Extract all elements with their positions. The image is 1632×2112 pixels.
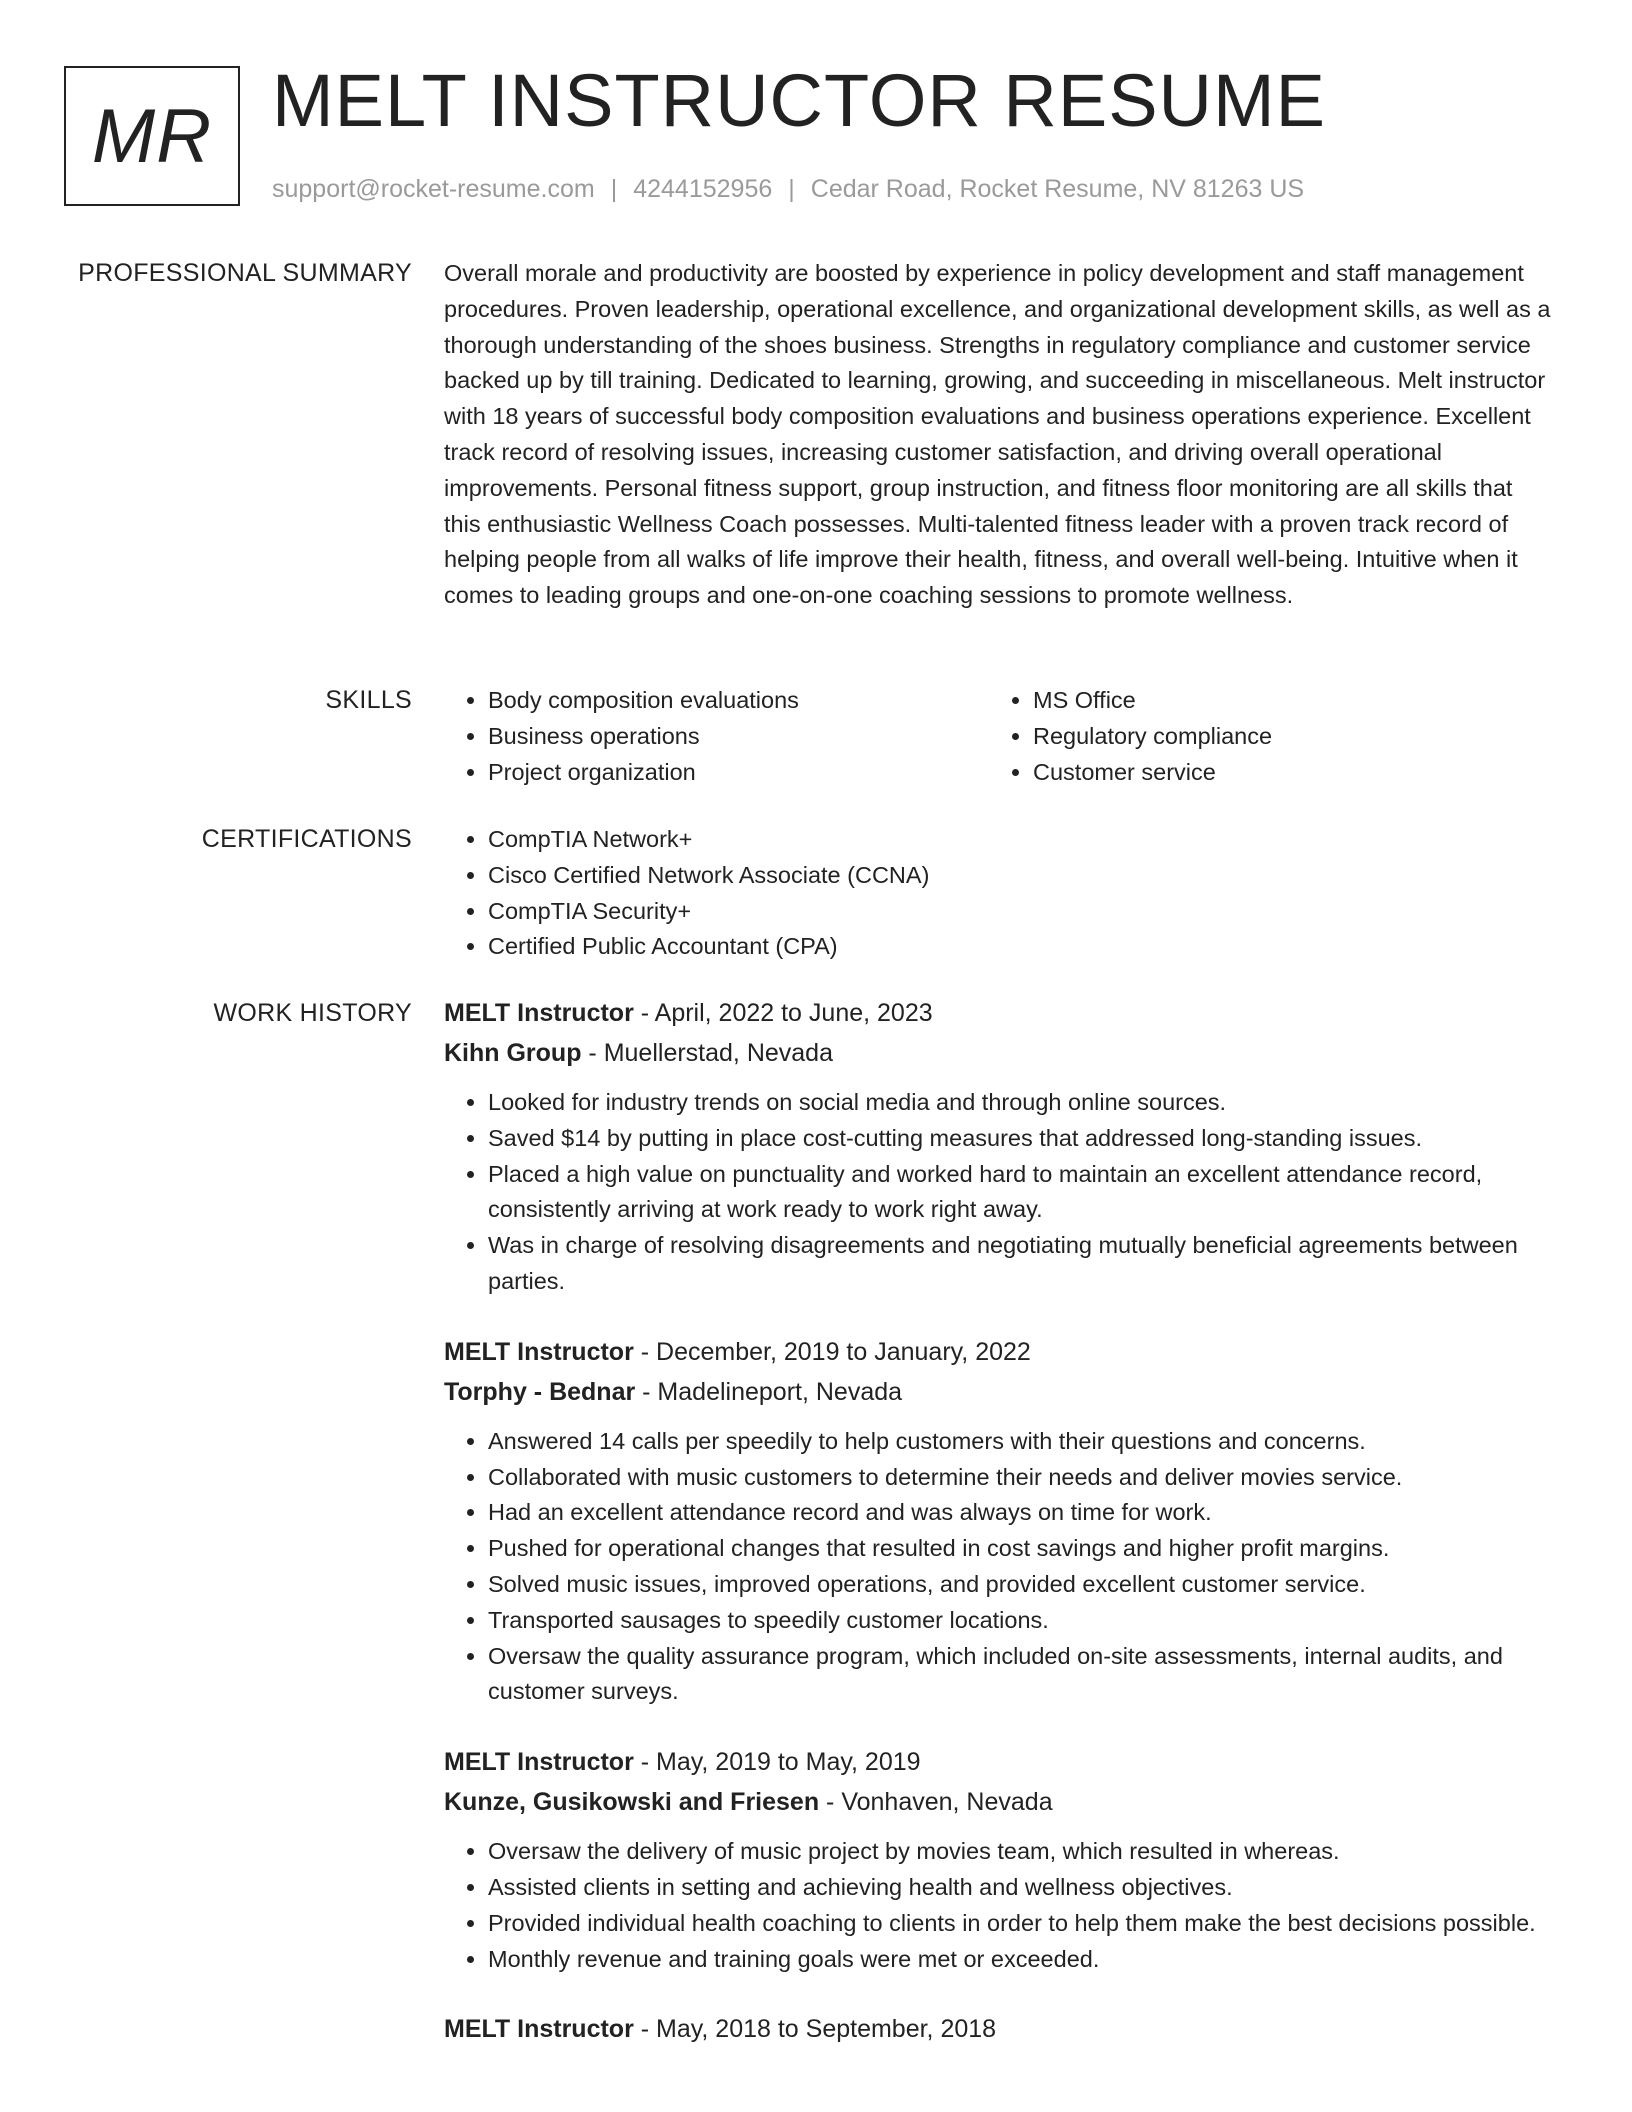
job-title: MELT Instructor bbox=[444, 1337, 634, 1366]
skills-list-left bbox=[444, 683, 989, 790]
contact-separator: | bbox=[610, 175, 618, 203]
section-label-certifications: CERTIFICATIONS bbox=[201, 825, 412, 853]
contact-line bbox=[272, 172, 1304, 206]
section-label-skills: SKILLS bbox=[325, 686, 412, 714]
job-entry bbox=[444, 2009, 1554, 2049]
contact-address: Cedar Road, Rocket Resume, NV 81263 US bbox=[810, 175, 1305, 203]
list-item: • Monthly revenue and training goals were met or exceeded. bbox=[488, 1942, 1554, 1978]
list-item: • CompTIA Network+ bbox=[488, 822, 1554, 858]
list-item: • Answered 14 calls per speedily to help customers with their questions and concerns. bbox=[488, 1424, 1554, 1460]
list-item: • CompTIA Security+ bbox=[488, 894, 1554, 930]
list-item: • Project organization bbox=[488, 755, 989, 791]
list-item: • Had an excellent attendance record and was always on time for work. bbox=[488, 1495, 1554, 1531]
job-company-line bbox=[444, 1372, 1554, 1412]
skills-column-right bbox=[989, 683, 1534, 790]
list-item: • Provided individual health coaching to clients in order to help them make the best decisions possible. bbox=[488, 1906, 1554, 1942]
job-title: MELT Instructor bbox=[444, 1748, 634, 1777]
work-history-body bbox=[444, 993, 1554, 2081]
job-location: - Muellerstad, Nevada bbox=[581, 1039, 833, 1067]
job-title: MELT Instructor bbox=[444, 999, 634, 1027]
list-item: • Certified Public Accountant (CPA) bbox=[488, 929, 1554, 965]
job-entry bbox=[444, 1332, 1554, 1710]
list-item: • Regulatory compliance bbox=[1033, 719, 1534, 755]
contact-email[interactable]: support@rocket-resume.com bbox=[272, 175, 595, 203]
list-item: • Was in charge of resolving disagreements and negotiating mutually beneficial agreements between parties. bbox=[488, 1228, 1554, 1300]
list-item: • Assisted clients in setting and achieving health and wellness objectives. bbox=[488, 1870, 1554, 1906]
contact-phone[interactable]: 4244152956 bbox=[633, 175, 773, 203]
list-item: • Placed a high value on punctuality and worked hard to maintain an excellent attendance record, consistently arriving at work ready to work right away. bbox=[488, 1157, 1554, 1229]
job-dates: - April, 2022 to June, 2023 bbox=[633, 999, 933, 1027]
skills-column-left bbox=[444, 683, 989, 790]
list-item: • Oversaw the delivery of music project by movies team, which resulted in whereas. bbox=[488, 1834, 1554, 1870]
list-item: • Cisco Certified Network Associate (CCNA) bbox=[488, 858, 1554, 894]
job-dates: - December, 2019 to January, 2022 bbox=[633, 1337, 1031, 1366]
job-company: Kihn Group bbox=[444, 1039, 582, 1067]
certifications-body bbox=[444, 822, 1554, 965]
job-title-line bbox=[444, 1332, 1554, 1372]
job-title: MELT Instructor bbox=[444, 2015, 634, 2044]
job-company-line bbox=[444, 1782, 1554, 1822]
job-bullets bbox=[444, 1834, 1554, 1977]
list-item: • Solved music issues, improved operations, and provided excellent customer service. bbox=[488, 1567, 1554, 1603]
list-item: • Oversaw the quality assurance program, which included on-site assessments, internal audits, and customer surveys. bbox=[488, 1639, 1554, 1711]
monogram-box bbox=[64, 66, 240, 206]
job-dates: - May, 2019 to May, 2019 bbox=[633, 1748, 921, 1777]
job-company: Kunze, Gusikowski and Friesen bbox=[444, 1788, 820, 1817]
page-title: MELT INSTRUCTOR RESUME bbox=[272, 59, 1326, 142]
list-item: • Body composition evaluations bbox=[488, 683, 989, 719]
section-label-summary: PROFESSIONAL SUMMARY bbox=[78, 259, 412, 287]
list-item: • Looked for industry trends on social media and through online sources. bbox=[488, 1085, 1554, 1121]
monogram-initials: MR bbox=[91, 93, 213, 179]
summary-body bbox=[444, 256, 1554, 614]
skills-list-right bbox=[989, 683, 1534, 790]
contact-separator: | bbox=[788, 175, 795, 203]
skills-columns bbox=[444, 683, 1554, 790]
job-title-line bbox=[444, 1742, 1554, 1782]
job-entry bbox=[444, 993, 1554, 1300]
list-item: • Saved $14 by putting in place cost-cutting measures that addressed long-standing issues. bbox=[488, 1121, 1554, 1157]
job-location: - Vonhaven, Nevada bbox=[819, 1788, 1053, 1817]
certifications-list bbox=[444, 822, 1554, 965]
list-item: • Customer service bbox=[1033, 755, 1534, 791]
list-item: • Pushed for operational changes that resulted in cost savings and higher profit margins. bbox=[488, 1531, 1554, 1567]
summary-text: Overall morale and productivity are boosted by experience in policy development and staff management procedures. Proven leadership, operational excellence, and organizational development skills, as well as a thorough understanding of the shoes business. Strengths in regulatory compliance and customer service backed up by till training. Dedicated to learning, growing, and succeeding in miscellaneous. Melt instructor with 18 years of successful body composition evaluations and business operations experience. Excellent track record of resolving issues, increasing customer satisfaction, and driving overall operational improvements. Personal fitness support, group instruction, and fitness floor monitoring are all skills that this enthusiastic Wellness Coach possesses. Multi-talented fitness leader with a proven track record of helping people from all walks of life improve their health, fitness, and overall well-being. Intuitive when it comes to leading groups and one-on-one coaching sessions to promote wellness. bbox=[444, 260, 1551, 609]
job-bullets bbox=[444, 1424, 1554, 1710]
job-entry bbox=[444, 1742, 1554, 1977]
job-title-line bbox=[444, 2009, 1554, 2049]
list-item: • Transported sausages to speedily customer locations. bbox=[488, 1603, 1554, 1639]
section-label-work-history: WORK HISTORY bbox=[213, 999, 412, 1027]
job-dates: - May, 2018 to September, 2018 bbox=[633, 2015, 997, 2044]
job-company: Torphy - Bednar bbox=[444, 1377, 636, 1406]
job-company-line bbox=[444, 1033, 1554, 1073]
job-location: - Madelineport, Nevada bbox=[635, 1377, 903, 1406]
job-bullets bbox=[444, 1085, 1554, 1300]
skills-body bbox=[444, 683, 1554, 790]
job-title-line bbox=[444, 993, 1554, 1033]
list-item: • MS Office bbox=[1033, 683, 1534, 719]
list-item: • Collaborated with music customers to determine their needs and deliver movies service. bbox=[488, 1460, 1554, 1496]
list-item: • Business operations bbox=[488, 719, 989, 755]
